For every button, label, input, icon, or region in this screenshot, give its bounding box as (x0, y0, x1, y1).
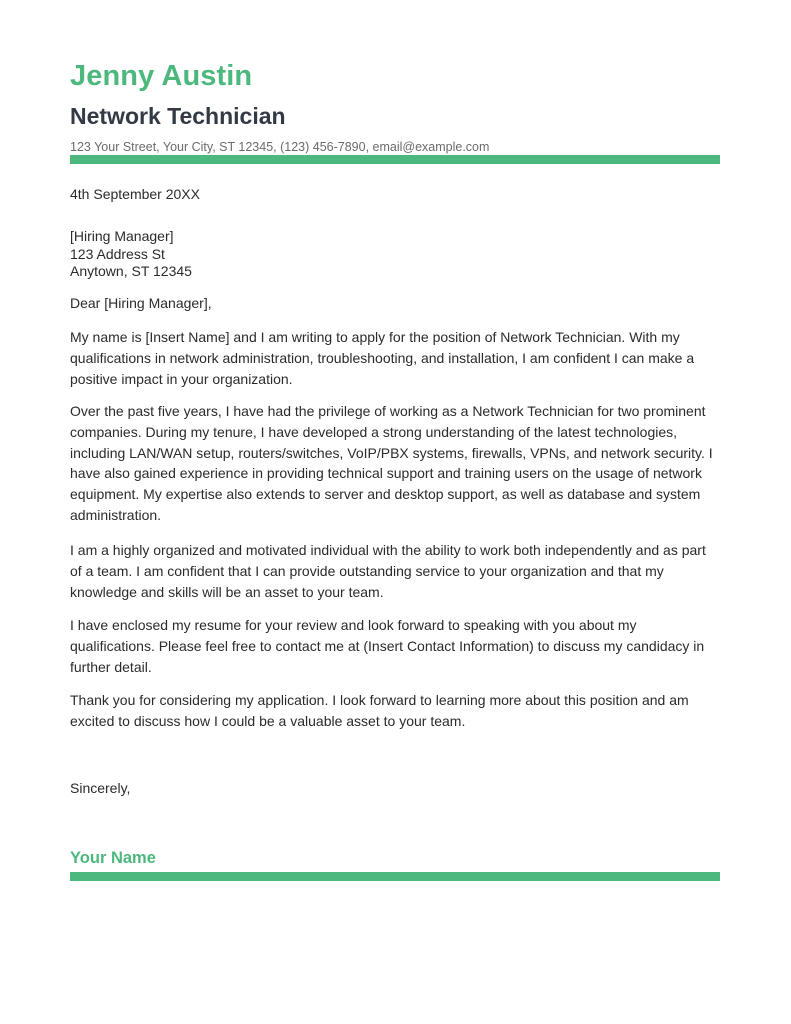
salutation: Dear [Hiring Manager], (70, 295, 212, 311)
paragraph-thanks: Thank you for considering my application. I look forward to learning more about this position and am excited to discuss how I could be a valuable asset to your team. (70, 692, 689, 729)
applicant-name: Jenny Austin (70, 60, 253, 92)
recipient-city: Anytown, ST 12345 (70, 263, 192, 279)
letter-date: 4th September 20XX (70, 186, 200, 202)
closing: Sincerely, (70, 780, 131, 796)
job-title: Network Technician (70, 103, 286, 129)
paragraph-experience: Over the past five years, I have had the privilege of working as a Network Technician for two prominent companies. During my tenure, I have developed a strong understanding of the latest technologies, including LAN/WAN setup, routers/switches, VoIP/PBX systems, firewalls, VPNs, and network security. I have also gained experience in providing technical support and training users on the usage of network equipment. My expertise also extends to server and desktop support, as well as database and system administration. (70, 403, 713, 523)
header-divider (70, 155, 720, 164)
recipient-address (70, 228, 720, 281)
paragraph-qualities: I am a highly organized and motivated individual with the ability to work both independently and as part of a team. I am confident that I can provide outstanding service to your organization and that my knowledge and skills will be an asset to your team. (70, 542, 706, 600)
footer-divider (70, 872, 720, 881)
recipient-street: 123 Address St (70, 245, 165, 262)
contact-info: 123 Your Street, Your City, ST 12345, (123) 456-7890, email@example.com (70, 140, 490, 154)
recipient-name: [Hiring Manager] (70, 228, 174, 244)
signature-name: Your Name (70, 849, 156, 867)
paragraph-enclosure: I have enclosed my resume for your review and look forward to speaking with you about my qualifications. Please feel free to contact me at (Insert Contact Information) to discuss my candidacy in further detail. (70, 617, 705, 675)
paragraph-intro: My name is [Insert Name] and I am writing to apply for the position of Network Technician. With my qualifications in network administration, troubleshooting, and installation, I am confident I can make a positive impact in your organization. (70, 329, 695, 387)
